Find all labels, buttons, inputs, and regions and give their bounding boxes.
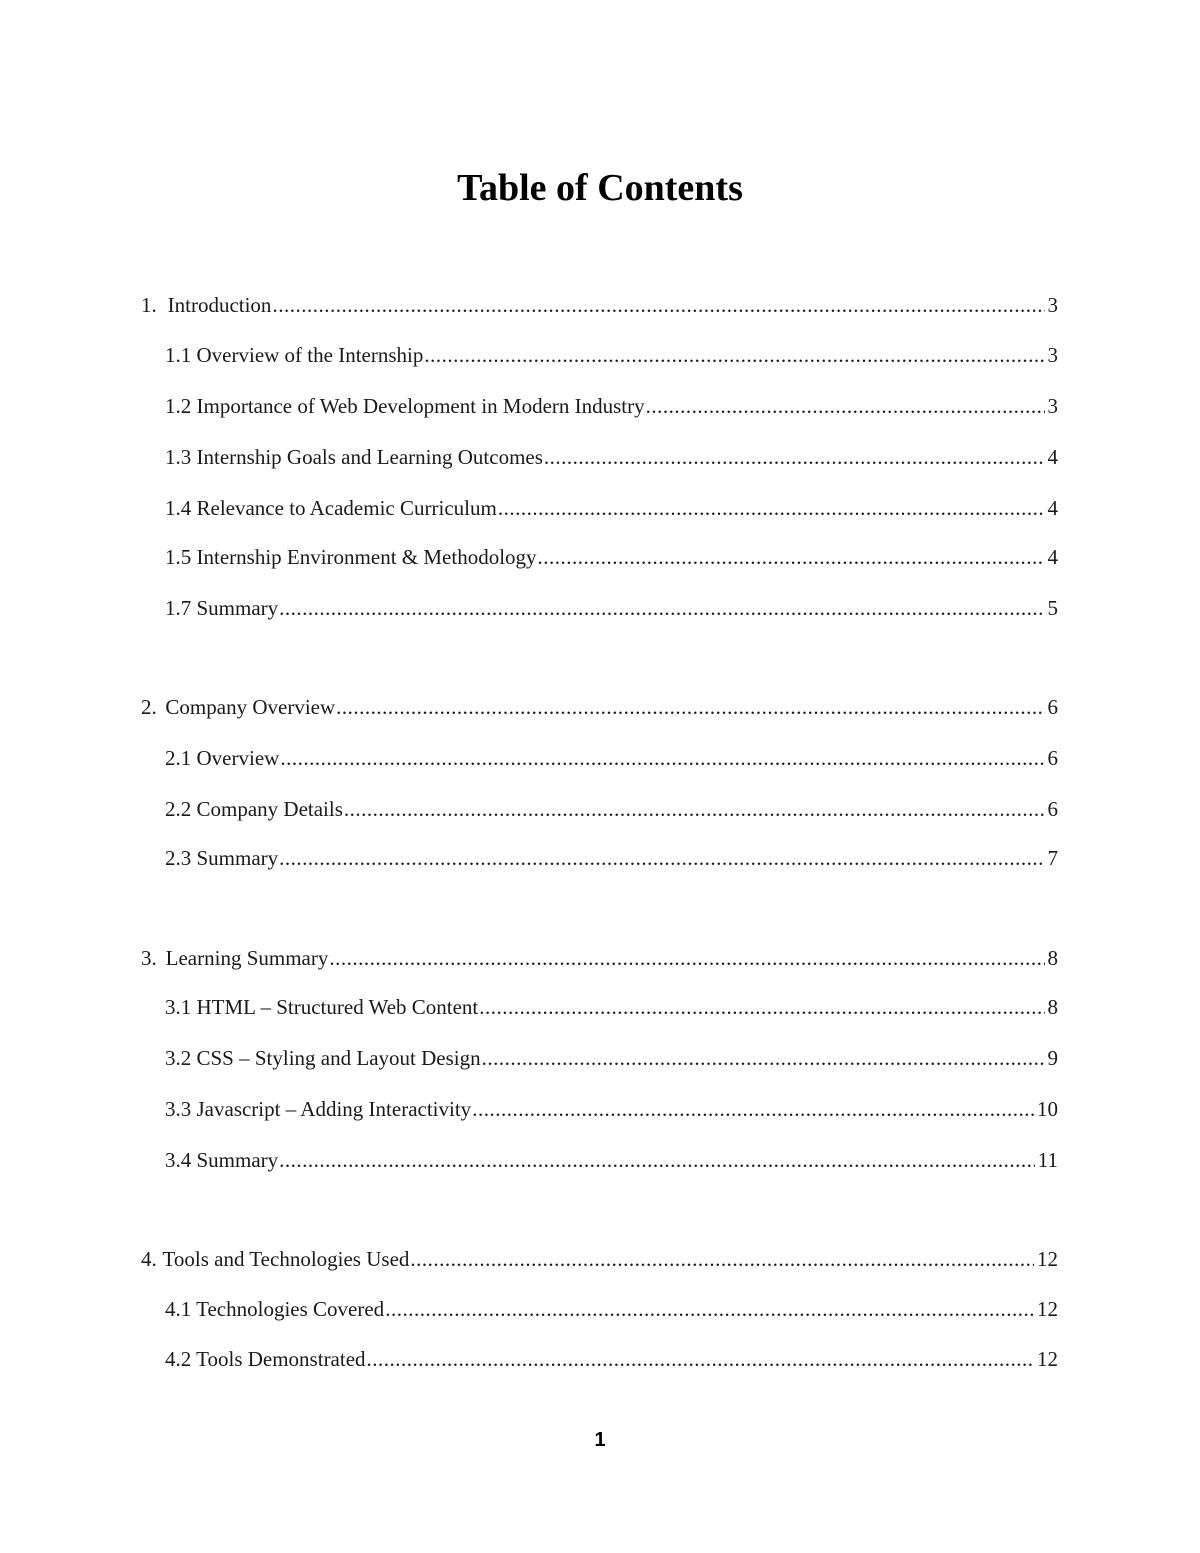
dot-leader — [479, 992, 1044, 1022]
toc-entry-2-2[interactable] — [165, 794, 1058, 824]
toc-entry-4-1[interactable] — [165, 1294, 1058, 1324]
toc-entry-page: 3 — [1047, 394, 1058, 418]
dot-leader — [367, 1344, 1034, 1374]
toc-entry-page: 6 — [1047, 695, 1058, 719]
toc-entry-page: 7 — [1047, 846, 1058, 870]
toc-entry-4-2[interactable] — [165, 1344, 1058, 1374]
toc-entry-1-3[interactable] — [165, 442, 1058, 472]
toc-entry-page: 3 — [1047, 293, 1058, 317]
toc-entry-label: 1.2 Importance of Web Development in Modern Industry — [165, 394, 645, 418]
toc-entry-3[interactable] — [141, 943, 1058, 973]
dot-leader — [279, 1145, 1035, 1175]
toc-entry-1-7[interactable] — [165, 593, 1058, 623]
toc-entry-1-1[interactable] — [165, 340, 1058, 370]
dot-leader — [279, 593, 1044, 623]
toc-entry-label: 2.2 Company Details — [165, 797, 343, 821]
toc-entry-label: 3.4 Summary — [165, 1148, 279, 1172]
toc-entry-label: 1.7 Summary — [165, 596, 279, 620]
dot-leader — [336, 692, 1044, 722]
toc-entry-label: 3.3 Javascript – Adding Interactivity — [165, 1097, 472, 1121]
toc-entry-label: Learning Summary — [165, 946, 329, 970]
dot-leader — [272, 290, 1044, 320]
dot-leader — [538, 542, 1045, 572]
toc-entry-label: 1.4 Relevance to Academic Curriculum — [165, 496, 497, 520]
toc-entry-page: 4 — [1047, 445, 1058, 469]
dot-leader — [279, 843, 1044, 873]
toc-entry-3-1[interactable] — [165, 992, 1058, 1022]
toc-entry-1-5[interactable] — [165, 542, 1058, 572]
toc-entry-page: 8 — [1047, 995, 1058, 1019]
toc-entry-label: 3.1 HTML – Structured Web Content — [165, 995, 479, 1019]
toc-entry-page: 6 — [1047, 746, 1058, 770]
dot-leader — [544, 442, 1045, 472]
dot-leader — [329, 943, 1044, 973]
toc-entry-2[interactable] — [141, 692, 1058, 722]
toc-entry-page: 3 — [1047, 343, 1058, 367]
dot-leader — [385, 1294, 1034, 1324]
dot-leader — [498, 493, 1045, 523]
toc-entry-page: 12 — [1037, 1247, 1058, 1271]
toc-entry-1[interactable] — [141, 290, 1058, 320]
toc-entry-number: 2. — [141, 695, 157, 719]
dot-leader — [424, 340, 1044, 370]
toc-entry-page: 10 — [1037, 1097, 1058, 1121]
toc-entry-label: Introduction — [167, 293, 272, 317]
toc-entry-3-3[interactable] — [165, 1094, 1058, 1124]
toc-entry-label: Company Overview — [165, 695, 336, 719]
dot-leader — [280, 743, 1044, 773]
toc-entry-label: 1.5 Internship Environment & Methodology — [165, 545, 537, 569]
dot-leader — [410, 1244, 1034, 1274]
toc-entry-label: 2.1 Overview — [165, 746, 280, 770]
toc-entry-label: 4.2 Tools Demonstrated — [165, 1347, 366, 1371]
toc-entry-page: 12 — [1037, 1297, 1058, 1321]
toc-entry-2-3[interactable] — [165, 843, 1058, 873]
toc-entry-label: 4.1 Technologies Covered — [165, 1297, 385, 1321]
toc-entry-label: 2.3 Summary — [165, 846, 279, 870]
toc-entry-3-2[interactable] — [165, 1043, 1058, 1073]
toc-entry-page: 8 — [1047, 946, 1058, 970]
toc-entry-label: 1.1 Overview of the Internship — [165, 343, 424, 367]
toc-entry-label: Tools and Technologies Used — [162, 1247, 410, 1271]
toc-entry-2-1[interactable] — [165, 743, 1058, 773]
toc-entry-label: 1.3 Internship Goals and Learning Outcomes — [165, 445, 543, 469]
dot-leader — [472, 1094, 1034, 1124]
toc-entry-1-2[interactable] — [165, 391, 1058, 421]
toc-entry-label: 3.2 CSS – Styling and Layout Design — [165, 1046, 481, 1070]
toc-entry-number: 1. — [141, 293, 157, 317]
toc-entry-1-4[interactable] — [165, 493, 1058, 523]
dot-leader — [482, 1043, 1045, 1073]
dot-leader — [646, 391, 1045, 421]
toc-entry-3-4[interactable] — [165, 1145, 1058, 1175]
dot-leader — [344, 794, 1045, 824]
toc-entry-page: 4 — [1047, 545, 1058, 569]
toc-entry-page: 4 — [1047, 496, 1058, 520]
toc-entry-page: 9 — [1047, 1046, 1058, 1070]
toc-entry-page: 12 — [1037, 1347, 1058, 1371]
toc-entry-number: 4. — [141, 1247, 157, 1271]
page-number: 1 — [594, 1429, 606, 1451]
toc-entry-4[interactable] — [141, 1244, 1058, 1274]
toc-entry-number: 3. — [141, 946, 157, 970]
toc-entry-page: 6 — [1047, 797, 1058, 821]
toc-title: Table of Contents — [457, 167, 743, 209]
toc-entry-page: 5 — [1047, 596, 1058, 620]
toc-entry-page: 11 — [1037, 1148, 1058, 1172]
